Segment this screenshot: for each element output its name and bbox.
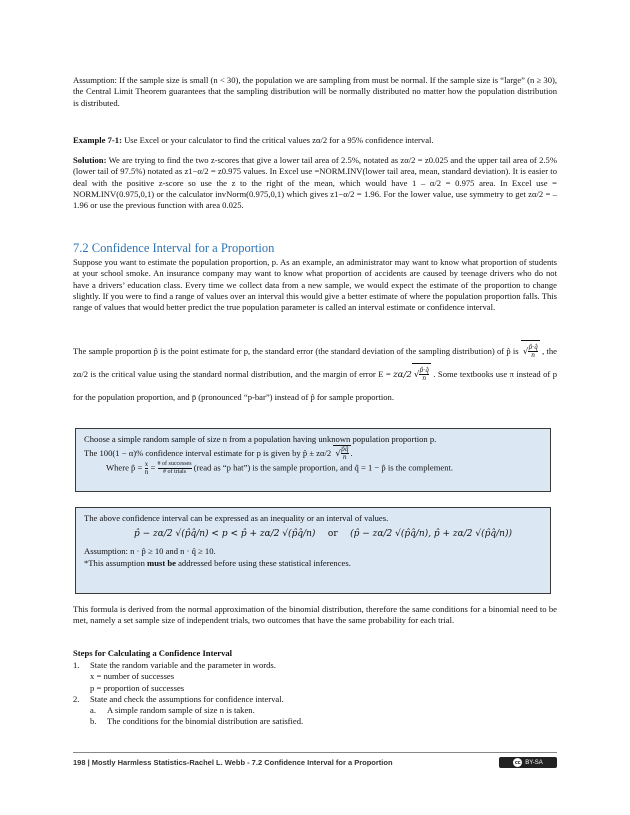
assumption-paragraph: Assumption: If the sample size is small (n < 30), the population we are sampling from must be normal. If the sample size is “large” (n ≥ 30), the Central Limit Theorem guarantees that the sampling distribution will be normally distributed no matter how the population distribution is distributed. — [73, 75, 557, 108]
step-item — [73, 683, 557, 694]
note-bold: must be — [147, 558, 176, 568]
z-label: zα/2 — [393, 370, 412, 380]
step-text: State and check the assumptions for confidence interval. — [90, 693, 284, 704]
eq-sign: = — [150, 462, 156, 473]
box1-line1: Choose a simple random sample of size n from a population having unknown population proportion p. — [84, 434, 437, 444]
license-label: BY-SA — [525, 759, 543, 766]
example-text: Use Excel or your calculator to find the critical values zα/2 for a 95% confidence interval. — [124, 135, 434, 145]
substep-text: The conditions for the binomial distribution are satisfied. — [107, 716, 304, 727]
step-text: x = number of successes — [90, 671, 175, 682]
or-label: or — [327, 529, 338, 539]
solution-text: We are trying to find the two z-scores that give a lower tail area of 2.5%, notated as zα/2 = z0.025 and the upper tail area of 2.5% (lower tail of 97.5%) notated as z1−α/2 = z0.975 values. In Excel use =NORM.INV(lower tail area, mean, standard deviation). It is easier to deal with the positive z-score so use the z to the right of the mean, which would have 1 – α/2 = 0.975 area. In Excel use = NORM.INV(0.975,0,1) or the calculator invNorm(0.975,0,1) which gives z1−α/2 = 1.96. For the lower value, use symmetry to get zα/2 = –1.96 or use the previous function with area 0.025. — [73, 155, 557, 211]
frac-num: p̂·q̂ — [528, 344, 538, 351]
substep-text: A simple random sample of size n is taken. — [107, 705, 255, 716]
example-paragraph — [73, 135, 557, 146]
substep-item — [73, 705, 557, 716]
steps-list — [73, 660, 557, 728]
note-a: *This assumption — [84, 558, 145, 568]
step-item — [73, 671, 557, 682]
box2-assumption: Assumption: n · p̂ ≥ 10 and n · q̂ ≥ 10. — [84, 546, 216, 556]
step-num: 2. — [73, 693, 80, 704]
substep-num: b. — [90, 716, 97, 727]
phat-text-b: , the zα/2 is the critical value using the standard normal distribution, and the margin of error E = — [73, 346, 557, 379]
inequality-row — [134, 529, 512, 539]
box1-line2-text: The 100(1 − α)% confidence interval estimate for p is given by p̂ ± zα/2 — [84, 448, 332, 458]
frac-n: n — [144, 469, 149, 476]
ci-definition-box — [75, 428, 551, 492]
frac-x: x — [144, 461, 149, 468]
frac-den-2: n — [422, 375, 427, 382]
phat-text-a: The sample proportion p̂ is the point estimate for p, the standard error (the standard deviation of the sampling distribution) of p̂ is — [73, 346, 519, 356]
frac-num-2: p̂·q̂ — [419, 367, 429, 374]
solution-paragraph — [73, 155, 557, 211]
note-b: addressed before using these statistical inferences. — [178, 558, 351, 568]
phat-text-c: . Some textbooks use π instead of p for the population proportion, and p̄ (pronounced “p-bar”) instead of p̂ for sample proportion. — [73, 369, 557, 402]
ci-inequality-box — [75, 507, 551, 594]
box2-line1: The above confidence interval can be expressed as an inequality or an interval of values. — [84, 513, 389, 523]
box1-frac-den: n — [342, 454, 347, 461]
section-title: 7.2 Confidence Interval for a Proportion — [73, 241, 275, 255]
frac-succ: # of successes — [157, 461, 192, 467]
box1-frac-num: p̂q̂ — [340, 446, 349, 453]
box1-line3 — [84, 461, 542, 476]
box1-where: Where p̂ = — [106, 462, 143, 473]
step-item — [73, 660, 557, 671]
std-error-formula: √ $\frac{p̂\cdot q̂}{n}$ — [521, 340, 540, 363]
solution-label: Solution: — [73, 155, 107, 165]
inequality-formula: p̂ − zα/2 √(p̂q̂/n) < p < p̂ + zα/2 √(p̂q̂/n) — [134, 529, 316, 539]
step-num: 1. — [73, 660, 80, 670]
step-item — [73, 694, 557, 705]
substep-item — [73, 716, 557, 727]
cc-license-badge[interactable] — [499, 757, 557, 768]
footer-text: 198 | Mostly Harmless Statistics-Rachel L. Webb - 7.2 Confidence Interval for a Proportion — [73, 758, 393, 767]
step-text: p = proportion of successes — [90, 682, 185, 693]
derived-paragraph: This formula is derived from the normal approximation of the binomial distribution, therefore the same conditions for a binomial need to be met, namely a set sample size of independent trials, two outcomes that have the same probability for each trial. — [73, 604, 557, 626]
margin-error-formula: zα/2 √ $\frac{p̂\cdot q̂}{n}$ — [393, 370, 431, 380]
frac-trials: # of trials — [163, 469, 187, 475]
box2-note — [84, 557, 542, 569]
example-label: Example 7-1: — [73, 135, 122, 145]
intro-paragraph: Suppose you want to estimate the population proportion, p. As an example, an administrator may want to know what proportion of students at your school smoke. An insurance company may want to know what proportion of accidents are caused by teenage drivers who do not have a drivers’ education class. Every time we collect data from a new sample, we would expect the estimate of the proportion to change slightly. If you were to find a range of values over an interval this would give a better estimate of where the population proportion falls. This range of values that would better predict the true population parameter is called an interval estimate or confidence interval. — [73, 257, 557, 313]
substep-num: a. — [90, 705, 96, 716]
box1-sqrt: √ $\frac{p̂q̂}{n}$ — [335, 446, 349, 461]
step-num — [73, 671, 90, 682]
frac-den: n — [531, 352, 536, 359]
cc-icon: cc — [514, 759, 521, 766]
successes-over-trials — [158, 461, 192, 476]
step-num — [73, 683, 90, 694]
interval-formula: (p̂ − zα/2 √(p̂q̂/n), p̂ + zα/2 √(p̂q̂/n)) — [350, 529, 512, 539]
box1-line3-text: (read as “p hat”) is the sample proportion, and q̂ = 1 − p̂ is the complement. — [193, 462, 454, 473]
box1-line2: The 100(1 − α)% confidence interval estimate for p is given by p̂ ± zα/2 √ $\frac{p̂q̂}{n}$ . — [84, 446, 353, 461]
phat-paragraph — [73, 340, 557, 408]
page-footer — [73, 752, 557, 768]
x-over-n — [145, 461, 149, 476]
step-text: State the random variable and the parameter in words. — [90, 660, 276, 670]
steps-heading: Steps for Calculating a Confidence Interval — [73, 648, 233, 658]
